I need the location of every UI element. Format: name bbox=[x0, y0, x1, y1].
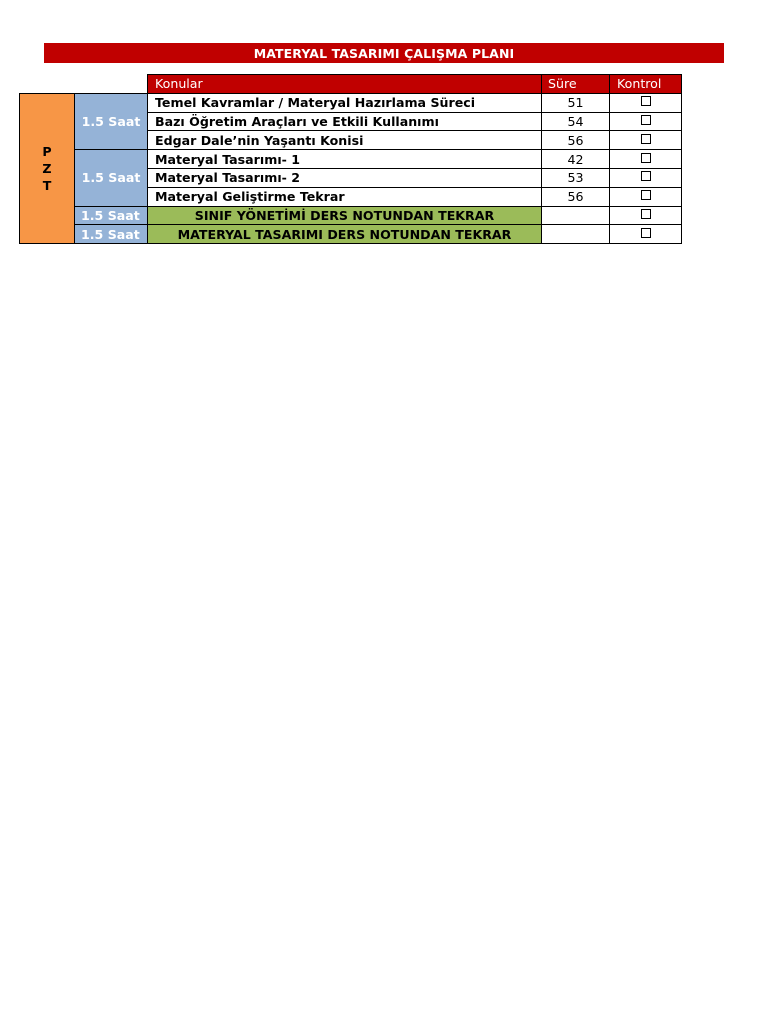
time-slot: 1.5 Saat bbox=[75, 206, 148, 225]
time-slot: 1.5 Saat bbox=[75, 225, 148, 244]
check-cell[interactable] bbox=[610, 150, 682, 169]
empty-checkbox-icon[interactable] bbox=[641, 190, 651, 200]
table-row bbox=[20, 93, 682, 112]
topic-cell: Materyal Tasarımı- 2 bbox=[148, 168, 542, 187]
empty-checkbox-icon[interactable] bbox=[641, 209, 651, 219]
empty-corner bbox=[75, 75, 148, 94]
topic-cell: Edgar Dale’nin Yaşantı Konisi bbox=[148, 131, 542, 150]
empty-corner bbox=[20, 75, 75, 94]
topic-cell: Materyal Geliştirme Tekrar bbox=[148, 187, 542, 206]
review-row bbox=[20, 225, 682, 244]
empty-checkbox-icon[interactable] bbox=[641, 96, 651, 106]
header-row bbox=[20, 75, 682, 94]
duration-cell: 54 bbox=[542, 112, 610, 131]
empty-checkbox-icon[interactable] bbox=[641, 134, 651, 144]
topic-cell: Materyal Tasarımı- 1 bbox=[148, 150, 542, 169]
check-cell[interactable] bbox=[610, 206, 682, 225]
check-cell[interactable] bbox=[610, 168, 682, 187]
duration-cell: 42 bbox=[542, 150, 610, 169]
empty-checkbox-icon[interactable] bbox=[641, 228, 651, 238]
review-topic-cell: SINIF YÖNETİMİ DERS NOTUNDAN TEKRAR bbox=[148, 206, 542, 225]
topic-cell: Temel Kavramlar / Materyal Hazırlama Süreci bbox=[148, 93, 542, 112]
empty-checkbox-icon[interactable] bbox=[641, 171, 651, 181]
check-cell[interactable] bbox=[610, 112, 682, 131]
day-letter: P bbox=[42, 143, 52, 159]
header-check: Kontrol bbox=[610, 75, 682, 94]
duration-cell: 51 bbox=[542, 93, 610, 112]
duration-cell bbox=[542, 206, 610, 225]
duration-cell: 56 bbox=[542, 131, 610, 150]
header-topics: Konular bbox=[148, 75, 542, 94]
duration-cell bbox=[542, 225, 610, 244]
time-slot: 1.5 Saat bbox=[75, 150, 148, 206]
duration-cell: 56 bbox=[542, 187, 610, 206]
duration-cell: 53 bbox=[542, 168, 610, 187]
study-plan-table bbox=[19, 74, 682, 244]
table-row bbox=[20, 150, 682, 169]
day-letter: T bbox=[42, 177, 52, 193]
check-cell[interactable] bbox=[610, 131, 682, 150]
check-cell[interactable] bbox=[610, 225, 682, 244]
review-row bbox=[20, 206, 682, 225]
page-title: MATERYAL TASARIMI ÇALIŞMA PLANI bbox=[44, 43, 724, 63]
check-cell[interactable] bbox=[610, 93, 682, 112]
check-cell[interactable] bbox=[610, 187, 682, 206]
empty-checkbox-icon[interactable] bbox=[641, 115, 651, 125]
empty-checkbox-icon[interactable] bbox=[641, 153, 651, 163]
day-letter: Z bbox=[42, 160, 52, 176]
review-topic-cell: MATERYAL TASARIMI DERS NOTUNDAN TEKRAR bbox=[148, 225, 542, 244]
header-duration: Süre bbox=[542, 75, 610, 94]
day-label bbox=[20, 93, 75, 243]
time-slot: 1.5 Saat bbox=[75, 93, 148, 149]
topic-cell: Bazı Öğretim Araçları ve Etkili Kullanımı bbox=[148, 112, 542, 131]
